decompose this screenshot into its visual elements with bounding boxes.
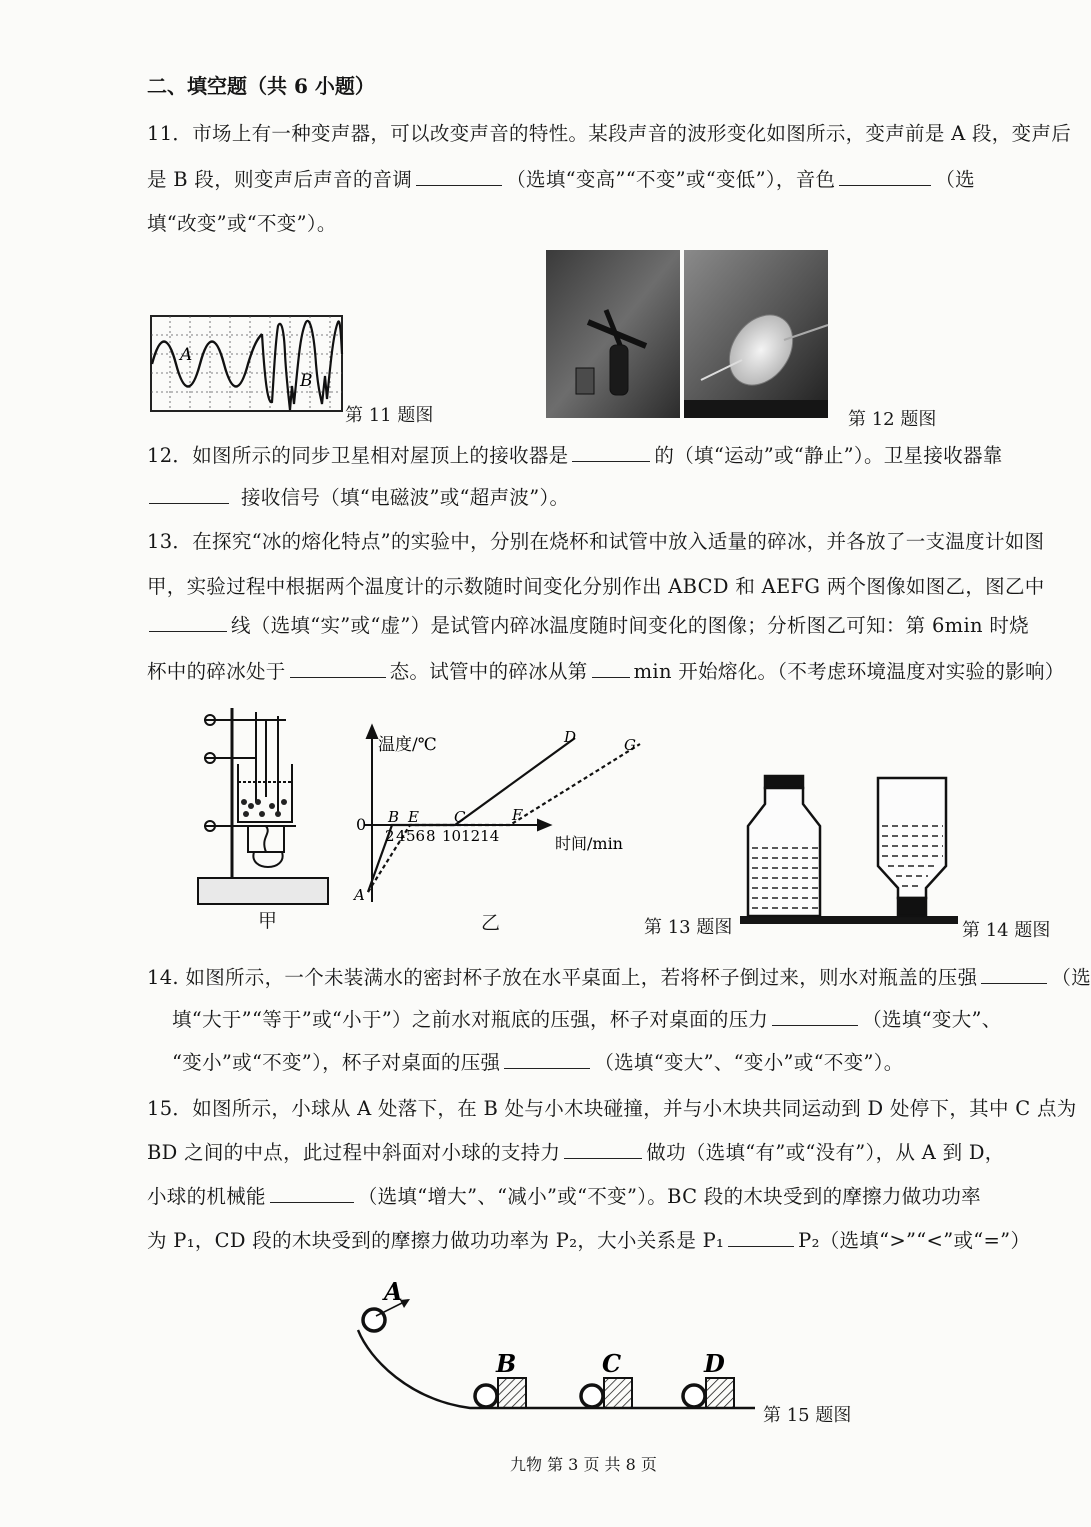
graph-point-e: E — [408, 808, 419, 826]
q12-line2 — [147, 482, 569, 510]
q11-text-b: （选填“变高”“不变”或“变低”），音色 — [506, 168, 836, 191]
section-title: 二、填空题（共 6 小题） — [147, 74, 375, 98]
graph-xlabel: 时间/min — [555, 834, 623, 853]
q12-text-c: 接收信号（填“电磁波”或“超声波”）。 — [241, 486, 570, 509]
graph-tick: 8 — [426, 827, 436, 845]
q13-line4 — [147, 656, 1065, 684]
graph-point-c: C — [454, 808, 466, 826]
graph-point-b: B — [388, 808, 400, 826]
q11-line3: 填“改变”或“不变”）。 — [147, 212, 337, 235]
q14-blank-pressure-table[interactable] — [504, 1067, 590, 1069]
q11-text-c: （选 — [935, 168, 975, 191]
q12-text-a: 12．如图所示的同步卫星相对屋顶上的接收器是 — [147, 444, 569, 467]
q12-text-b: 的（填“运动”或“静止”）。卫星接收器靠 — [654, 444, 1003, 467]
q13-line2: 甲，实验过程中根据两个温度计的示数随时间变化分别作出 ABCD 和 AEFG 两个图像如图乙，图乙中 — [147, 575, 1045, 598]
q11-text-a: 是 B 段，则变声后声音的音调 — [147, 168, 413, 191]
q14-blank-force[interactable] — [772, 1024, 858, 1026]
q13-label-yi: 乙 — [481, 912, 501, 934]
q14-text-c: 填“大于”“等于”或“小于”）之前水对瓶底的压强，杯子对桌面的压力 — [172, 1008, 769, 1031]
q14-text-d: （选填“变大”、 — [862, 1008, 1002, 1031]
q13-blank-state[interactable] — [290, 676, 386, 678]
q15-text-f: P₂（选填“>”“<”或“=”） — [798, 1229, 1031, 1252]
q12-blank-motion[interactable] — [572, 460, 650, 462]
q13-label-jia: 甲 — [258, 910, 278, 932]
ramp-label-d: D — [704, 1349, 725, 1378]
ramp-label-c: C — [602, 1349, 622, 1378]
q11-line1: 11．市场上有一种变声器，可以改变声音的特性。某段声音的波形变化如图所示，变声前是 A 段，变声后 — [147, 122, 1071, 145]
q12-blank-wave[interactable] — [149, 502, 229, 504]
q11-label-a: A — [180, 345, 193, 365]
graph-origin: 0 — [356, 815, 367, 834]
q14-text-b: （选 — [1051, 966, 1091, 989]
q15-line4 — [147, 1225, 1030, 1253]
q15-caption: 第 15 题图 — [763, 1405, 852, 1426]
q15-ramp-figure — [350, 1277, 760, 1415]
q15-line2 — [147, 1137, 1005, 1165]
graph-point-a: A — [354, 886, 365, 904]
q13-text-d: min 开始熔化。（不考虑环境温度对实验的影响） — [633, 660, 1065, 683]
q14-bottle-figure — [740, 770, 960, 930]
q15-text-c: 小球的机械能 — [147, 1185, 266, 1208]
q15-line1: 15．如图所示，小球从 A 处落下，在 B 处与小木块碰撞，并与小木块共同运动到 D 处停下，其中 C 点为 — [147, 1097, 1077, 1120]
ramp-label-a: A — [384, 1277, 403, 1306]
q13-apparatus-figure — [196, 702, 334, 912]
q15-text-b: 做功（选填“有”或“没有”），从 A 到 D， — [646, 1141, 1005, 1164]
q11-blank-timbre[interactable] — [839, 184, 931, 186]
q15-text-d: （选填“增大”、“减小”或“不变”）。BC 段的木块受到的摩擦力做功功率 — [357, 1185, 981, 1208]
q11-caption: 第 11 题图 — [345, 405, 434, 426]
q15-text-e: 为 P₁，CD 段的木块受到的摩擦力做功功率为 P₂，大小关系是 P₁ — [147, 1229, 725, 1252]
q12-line1 — [147, 440, 1003, 468]
q13-text-a: 线（选填“实”或“虚”）是试管内碎冰温度随时间变化的图像；分析图乙可知：第 6min 时烧 — [231, 614, 1029, 637]
q14-caption: 第 14 题图 — [962, 920, 1051, 941]
q13-text-b: 杯中的碎冰处于 — [147, 660, 286, 683]
q15-text-a: BD 之间的中点，此过程中斜面对小球的支持力 — [147, 1141, 561, 1164]
q15-blank-work[interactable] — [564, 1157, 642, 1159]
q14-text-e: “变小”或“不变”），杯子对桌面的压强 — [172, 1051, 501, 1074]
q12-photo-figure — [546, 250, 828, 418]
q11-waveform-figure — [150, 314, 345, 414]
q11-label-b: B — [300, 371, 313, 391]
graph-tick: 56 — [406, 827, 426, 845]
q13-text-c: 态。试管中的碎冰从第 — [389, 660, 588, 683]
graph-tick: 101214 — [442, 827, 500, 845]
q13-blank-line[interactable] — [149, 630, 227, 632]
graph-point-d: D — [564, 728, 577, 746]
graph-tick: 2 — [385, 827, 395, 845]
q14-text-f: （选填“变大”、“变小”或“不变”）。 — [594, 1051, 904, 1074]
graph-point-f: F — [512, 806, 523, 824]
q15-blank-energy[interactable] — [270, 1201, 354, 1203]
q13-caption: 第 13 题图 — [644, 917, 733, 938]
page-footer: 九物 第 3 页 共 8 页 — [510, 1455, 657, 1474]
q13-blank-minute[interactable] — [592, 676, 630, 678]
graph-ylabel: 温度/℃ — [378, 735, 437, 755]
q14-blank-pressure-cap[interactable] — [981, 982, 1047, 984]
q13-line3 — [147, 610, 1029, 638]
ramp-label-b: B — [496, 1349, 517, 1378]
q12-caption: 第 12 题图 — [848, 409, 937, 430]
q13-temperature-graph — [350, 722, 650, 907]
q13-line1: 13．在探究“冰的熔化特点”的实验中，分别在烧杯和试管中放入适量的碎冰，并各放了一支温度计如图 — [147, 530, 1045, 553]
q11-blank-pitch[interactable] — [416, 184, 502, 186]
q14-line1 — [147, 962, 1091, 990]
graph-solid-line — [368, 738, 575, 892]
graph-tick: 4 — [396, 827, 406, 845]
q14-line3 — [172, 1047, 904, 1075]
q11-line2 — [147, 164, 975, 192]
q14-line2 — [172, 1004, 1002, 1032]
graph-point-g: G — [624, 736, 636, 754]
q14-text-a: 14. 如图所示，一个未装满水的密封杯子放在水平桌面上，若将杯子倒过来，则水对瓶盖的压强 — [147, 966, 978, 989]
q15-blank-power[interactable] — [728, 1245, 794, 1247]
q15-line3 — [147, 1181, 981, 1209]
